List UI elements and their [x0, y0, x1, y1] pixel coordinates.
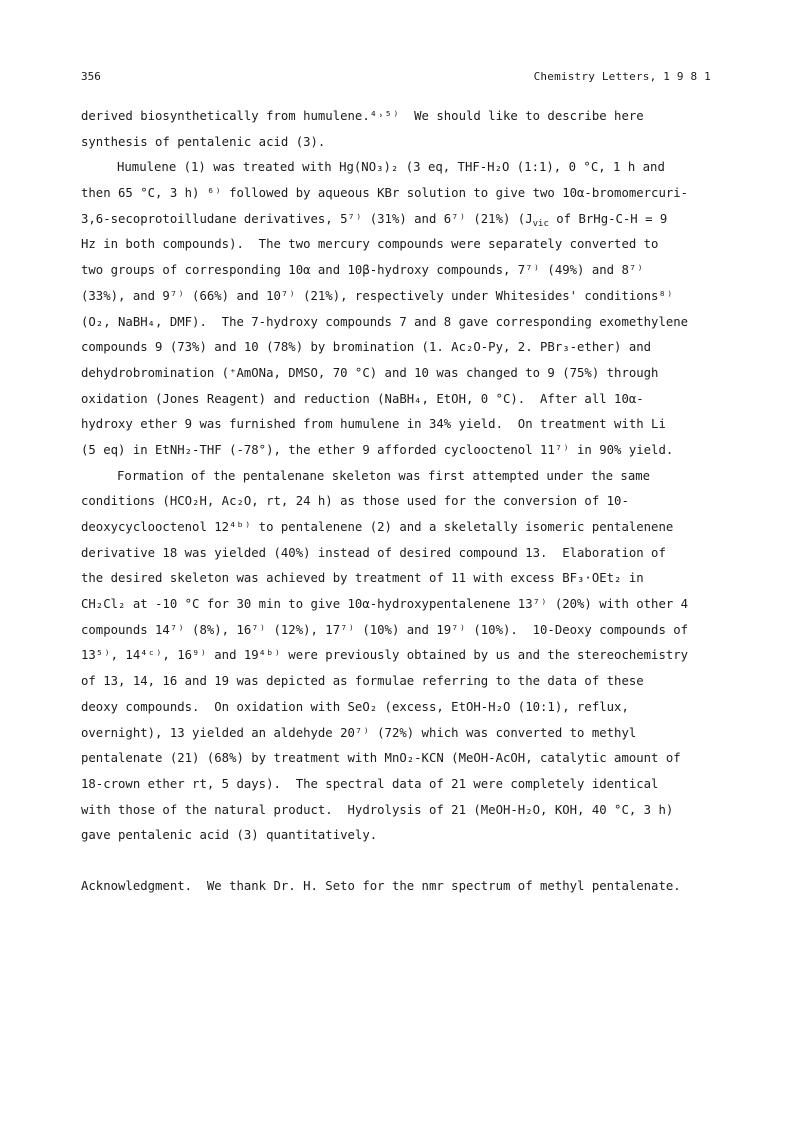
text-line: Hz in both compounds). The two mercury compounds were separately converted to: [81, 237, 659, 252]
text-line: 18-crown ether rt, 5 days). The spectral data of 21 were completely identical: [81, 776, 659, 791]
text-line: then 65 °C, 3 h) ⁶⁾ followed by aqueous KBr solution to give two 10α-bromomercuri-: [81, 186, 689, 201]
acknowledgment: Acknowledgment. We thank Dr. H. Seto for the nmr spectrum of methyl pentalenate.: [81, 878, 681, 893]
text-line: 13⁵⁾, 14⁴ᶜ⁾, 16⁹⁾ and 19⁴ᵇ⁾ were previously obtained by us and the stereochemistry: [81, 648, 689, 663]
text-line: two groups of corresponding 10α and 10β-hydroxy compounds, 7⁷⁾ (49%) and 8⁷⁾: [81, 263, 644, 278]
text-line: (33%), and 9⁷⁾ (66%) and 10⁷⁾ (21%), respectively under Whitesides' conditions⁸⁾: [81, 288, 674, 303]
text-line: (5 eq) in EtNH₂-THF (-78°), the ether 9 afforded cyclooctenol 11⁷⁾ in 90% yield.: [81, 442, 674, 457]
text-line: of 13, 14, 16 and 19 was depicted as formulae referring to the data of these: [81, 674, 644, 689]
journal-name: Chemistry Letters, 1 9 8 1: [533, 70, 711, 83]
article-body: [81, 104, 721, 900]
page-number: 356: [81, 70, 101, 83]
text-line: gave pentalenic acid (3) quantitatively.: [81, 828, 378, 843]
text-line: derivative 18 was yielded (40%) instead of desired compound 13. Elaboration of: [81, 545, 666, 560]
text-line: with those of the natural product. Hydrolysis of 21 (MeOH-H₂O, KOH, 40 °C, 3 h): [81, 802, 674, 817]
text-line: (O₂, NaBH₄, DMF). The 7-hydroxy compounds 7 and 8 gave corresponding exomethylene: [81, 314, 689, 329]
text-line: hydroxy ether 9 was furnished from humulene in 34% yield. On treatment with Li: [81, 417, 666, 432]
text-line: CH₂Cl₂ at -10 °C for 30 min to give 10α-hydroxypentalenene 13⁷⁾ (20%) with other 4: [81, 597, 689, 612]
text-line: pentalenate (21) (68%) by treatment with MnO₂-KCN (MeOH-AcOH, catalytic amount of: [81, 751, 681, 766]
text-line: deoxy compounds. On oxidation with SeO₂ (excess, EtOH-H₂O (10:1), reflux,: [81, 699, 629, 714]
section-gap: [81, 849, 721, 874]
text-line: compounds 14⁷⁾ (8%), 16⁷⁾ (12%), 17⁷⁾ (10%) and 19⁷⁾ (10%). 10-Deoxy compounds of: [81, 622, 689, 637]
text-line: overnight), 13 yielded an aldehyde 20⁷⁾ (72%) which was converted to methyl: [81, 725, 637, 740]
text-line: the desired skeleton was achieved by treatment of 11 with excess BF₃·OEt₂ in: [81, 571, 644, 586]
text-line: oxidation (Jones Reagent) and reduction (NaBH₄, EtOH, 0 °C). After all 10α-: [81, 391, 644, 406]
text-line: derived biosynthetically from humulene.⁴˒⁵⁾ We should like to describe here: [81, 109, 644, 123]
text-line: deoxycyclooctenol 12⁴ᵇ⁾ to pentalenene (2) and a skeletally isomeric pentalenene: [81, 520, 674, 534]
text-line: conditions (HCO₂H, Ac₂O, rt, 24 h) as those used for the conversion of 10-: [81, 494, 629, 509]
paragraph-start-line: Humulene (1) was treated with Hg(NO₃)₂ (3 eq, THF-H₂O (1:1), 0 °C, 1 h and: [117, 160, 665, 175]
text-line: dehydrobromination (⁺AmONa, DMSO, 70 °C) and 10 was changed to 9 (75%) through: [81, 365, 659, 380]
page-header: [81, 70, 711, 88]
paragraph-start-line: Formation of the pentalenane skeleton was first attempted under the same: [117, 468, 651, 483]
text-line: compounds 9 (73%) and 10 (78%) by bromination (1. Ac₂O-Py, 2. PBr₃-ether) and: [81, 340, 652, 355]
subscript: vic: [532, 218, 549, 229]
text-line: 3,6-secoprotoilludane derivatives, 5⁷⁾ (31%) and 6⁷⁾ (21%) ($J_{vic}$ of BrHg-C-H = 9: [81, 211, 668, 229]
text-line: synthesis of pentalenic acid (3).: [81, 134, 326, 149]
